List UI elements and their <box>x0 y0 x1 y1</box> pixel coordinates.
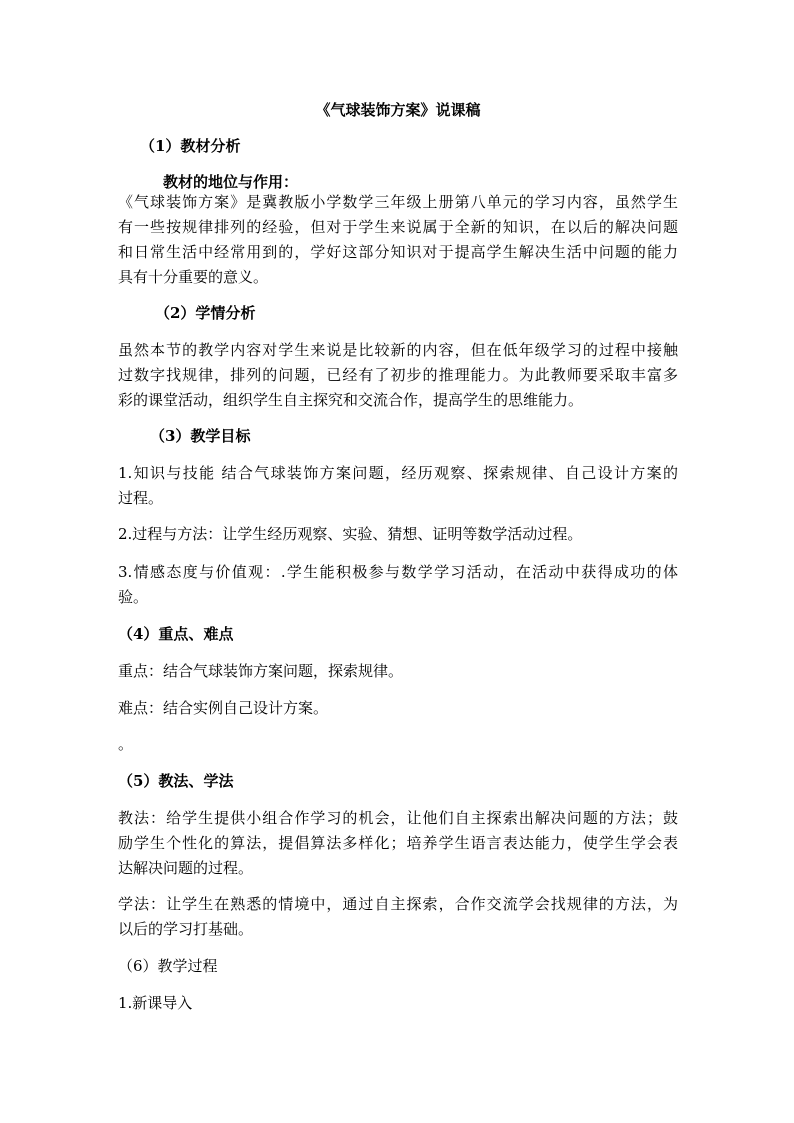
paragraph-line: 《气球装饰方案》是冀教版小学数学三年级上册第八单元的学习内容，虽然学生 <box>118 193 678 211</box>
key-point: 重点：结合气球装饰方案问题，探索规律。 <box>118 662 404 680</box>
paragraph-line: 虽然本节的教学内容对学生来说是比较新的内容，但在低年级学习的过程中接触 <box>118 341 678 359</box>
paragraph-line: 和日常生活中经常用到的，学好这部分知识对于提高学生解决生活中问题的能力 <box>118 243 678 261</box>
goal-2: 2.过程与方法：让学生经历观察、实验、猜想、证明等数学活动过程。 <box>118 525 583 543</box>
paragraph-line: 具有十分重要的意义。 <box>118 268 269 286</box>
stray-period: 。 <box>118 735 134 753</box>
paragraph-line: 有一些按规律排列的经验，但对于学生来说属于全新的知识，在以后的解决问题 <box>118 218 678 236</box>
process-item-1: 1.新课导入 <box>118 994 193 1012</box>
section-3-heading: （3）教学目标 <box>150 427 251 445</box>
section-4-heading: （4）重点、难点 <box>118 625 234 643</box>
goal-3-line: 3.情感态度与价值观：.学生能积极参与数学学习活动，在活动中获得成功的体 <box>118 563 678 581</box>
section-1-subheading: 教材的地位与作用： <box>163 173 299 191</box>
paragraph-line: 彩的课堂活动，组织学生自主探究和交流合作，提高学生的思维能力。 <box>118 391 584 409</box>
learning-method-line: 以后的学习打基础。 <box>118 920 254 938</box>
learning-method-line: 学法：让学生在熟悉的情境中，通过自主探索，合作交流学会找规律的方法，为 <box>118 895 678 913</box>
section-1-heading: （1）教材分析 <box>140 137 241 155</box>
document-title: 《气球装饰方案》说课稿 <box>315 101 481 119</box>
teaching-method-line: 教法：给学生提供小组合作学习的机会，让他们自主探索出解决问题的方法；鼓 <box>118 809 678 827</box>
goal-3-line: 验。 <box>118 588 149 606</box>
goal-1-line: 1.知识与技能 结合气球装饰方案问题，经历观察、探索规律、自己设计方案的 <box>118 464 678 482</box>
teaching-method-line: 达解决问题的过程。 <box>118 859 254 877</box>
teaching-method-line: 励学生个性化的算法，提倡算法多样化；培养学生语言表达能力，使学生学会表 <box>118 834 678 852</box>
section-2-heading: （2）学情分析 <box>155 304 256 322</box>
section-5-heading: （5）教法、学法 <box>118 772 234 790</box>
goal-1-line: 过程。 <box>118 489 164 507</box>
difficult-point: 难点：结合实例自己设计方案。 <box>118 699 329 717</box>
paragraph-line: 过数字找规律，排列的问题，已经有了初步的推理能力。为此教师要采取丰富多 <box>118 366 678 384</box>
section-6-heading: （6）教学过程 <box>118 957 218 975</box>
